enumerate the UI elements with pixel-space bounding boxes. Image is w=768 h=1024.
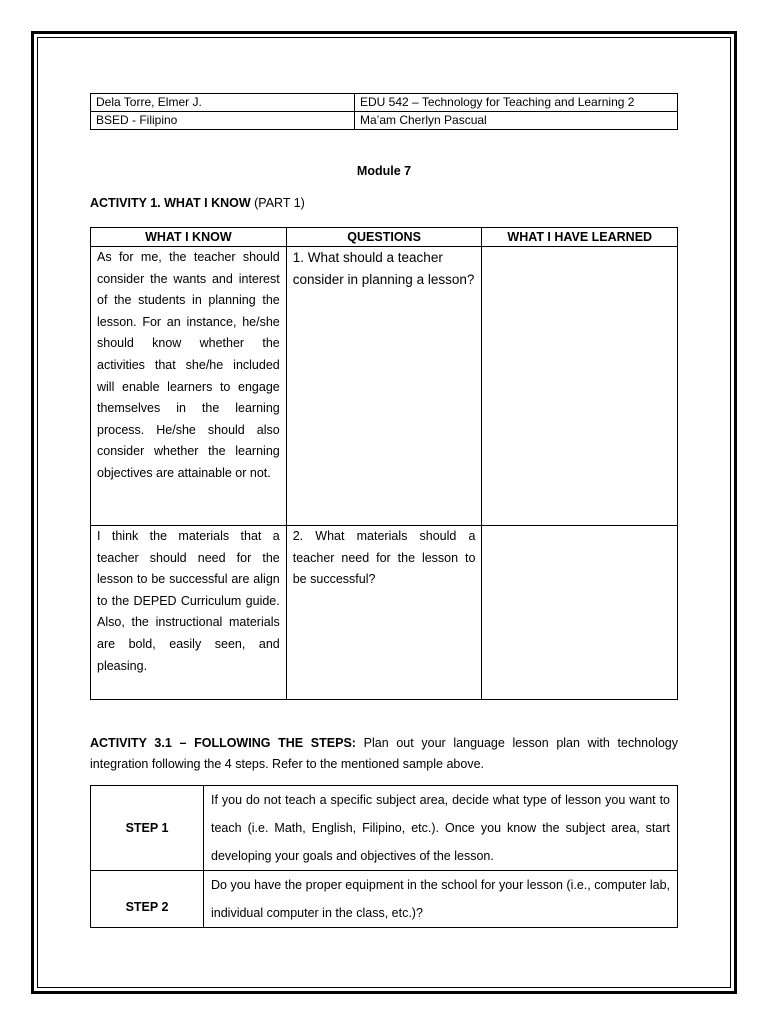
column-header-questions: QUESTIONS: [286, 228, 482, 247]
activity1-title: ACTIVITY 1. WHAT I KNOW: [90, 196, 251, 210]
step-description: If you do not teach a specific subject area, decide what type of lesson you want to teach (i.e. Math, English, Filipino, etc.). Once you know the subject area, start developing your goals and objectives of the lesson.: [204, 786, 678, 871]
course-title: EDU 542 – Technology for Teaching and Learning 2: [355, 94, 678, 112]
step-description: Do you have the proper equipment in the school for your lesson (i.e., computer lab, individual computer in the class, etc.)?: [204, 871, 678, 928]
table-row: [91, 786, 678, 871]
question-cell: [286, 526, 482, 700]
activity31-paragraph: [90, 733, 678, 775]
question-text: 1. What should a teacher consider in planning a lesson?: [292, 250, 475, 287]
learned-cell: [482, 247, 678, 526]
know-table-header: [91, 228, 678, 247]
table-row: [91, 526, 678, 700]
header-row: [91, 94, 678, 112]
instructor: Ma’am Cherlyn Pascual: [355, 112, 678, 130]
header-row: [91, 112, 678, 130]
student-name: Dela Torre, Elmer J.: [91, 94, 355, 112]
learned-cell: [482, 526, 678, 700]
step-label: STEP 1: [91, 786, 204, 871]
step-label-cell: [91, 871, 204, 928]
table-row: [91, 871, 678, 928]
module-title: Module 7: [356, 164, 412, 178]
activity31-text: Plan out your language lesson plan with technology integration following the 4 steps. Refer to the mentioned sample above.: [90, 736, 678, 771]
question-text: 2. What materials should a teacher need for the lesson to be successful?: [292, 529, 476, 587]
step-label: STEP 2: [125, 900, 169, 914]
column-header-know: WHAT I KNOW: [91, 228, 287, 247]
activity1-suffix: (PART 1): [250, 196, 305, 210]
know-cell: As for me, the teacher should consider the wants and interest of the students in planning the lesson. For an instance, he/she should know whether the activities that she/he included will enable learners to engage themselves in the learning process. He/she should also consider whether the learning objectives are attainable or not.: [91, 247, 287, 526]
header-table: [90, 93, 678, 130]
activity1-heading: [90, 196, 305, 210]
program: BSED - Filipino: [91, 112, 355, 130]
activity31-title: ACTIVITY 3.1 – FOLLOWING THE STEPS:: [90, 736, 356, 750]
know-cell: I think the materials that a teacher should need for the lesson to be successful are align to the DEPED Curriculum guide. Also, the instructional materials are bold, easily seen, and pleasing.: [91, 526, 287, 700]
column-header-learned: WHAT I HAVE LEARNED: [482, 228, 678, 247]
steps-table: [90, 785, 678, 928]
question-cell: [286, 247, 482, 526]
table-row: [91, 247, 678, 526]
know-table: [90, 227, 678, 700]
